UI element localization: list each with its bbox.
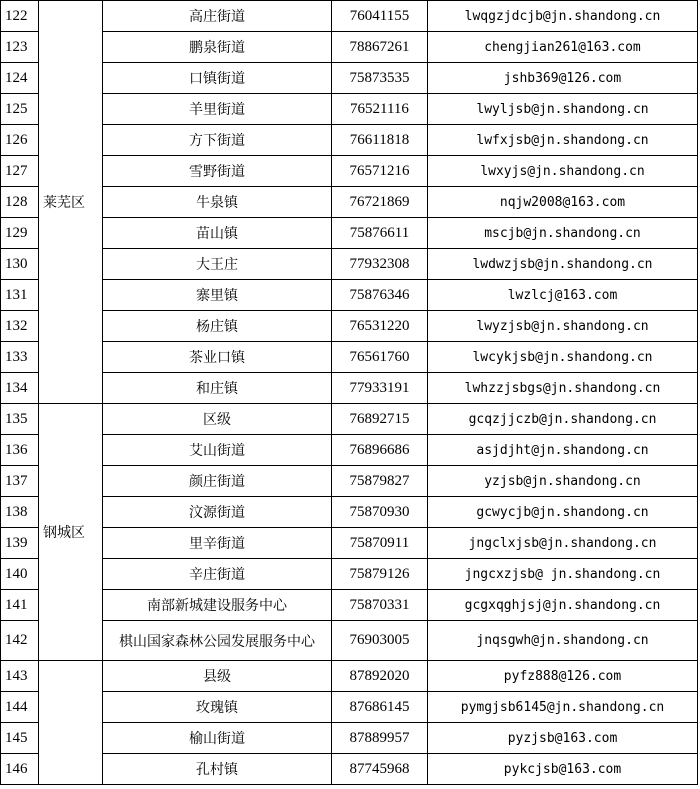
table-row: [1, 528, 698, 559]
table-row: [1, 249, 698, 280]
unit-name: 口镇街道: [103, 63, 332, 94]
table-row: [1, 311, 698, 342]
row-number: 123: [1, 32, 39, 63]
row-number: 128: [1, 187, 39, 218]
email-address: asjdjht@jn.shandong.cn: [428, 435, 698, 466]
phone-number: 87892020: [332, 661, 428, 692]
row-number: 138: [1, 497, 39, 528]
unit-name: 辛庄街道: [103, 559, 332, 590]
email-address: lwzlcj@163.com: [428, 280, 698, 311]
email-address: jngclxjsb@jn.shandong.cn: [428, 528, 698, 559]
unit-name: 牛泉镇: [103, 187, 332, 218]
row-number: 139: [1, 528, 39, 559]
table-row: [1, 156, 698, 187]
unit-name: 高庄街道: [103, 1, 332, 32]
phone-number: 76561760: [332, 342, 428, 373]
phone-number: 75876611: [332, 218, 428, 249]
unit-name: 颜庄街道: [103, 466, 332, 497]
district-third: [39, 661, 103, 785]
phone-number: 76531220: [332, 311, 428, 342]
email-address: lwqgzjdcjb@jn.shandong.cn: [428, 1, 698, 32]
phone-number: 76903005: [332, 621, 428, 661]
phone-number: 76571216: [332, 156, 428, 187]
phone-number: 75876346: [332, 280, 428, 311]
phone-number: 77932308: [332, 249, 428, 280]
phone-number: 76611818: [332, 125, 428, 156]
row-number: 144: [1, 692, 39, 723]
row-number: 127: [1, 156, 39, 187]
email-address: gcwycjb@jn.shandong.cn: [428, 497, 698, 528]
row-number: 131: [1, 280, 39, 311]
table-row: [1, 32, 698, 63]
unit-name: 区级: [103, 404, 332, 435]
unit-name: 鹏泉街道: [103, 32, 332, 63]
row-number: 135: [1, 404, 39, 435]
table-row: [1, 661, 698, 692]
unit-name: 羊里街道: [103, 94, 332, 125]
email-address: lwxyjs@jn.shandong.cn: [428, 156, 698, 187]
phone-number: 75870331: [332, 590, 428, 621]
table-row: [1, 692, 698, 723]
phone-number: 78867261: [332, 32, 428, 63]
phone-number: 87889957: [332, 723, 428, 754]
email-address: lwcykjsb@jn.shandong.cn: [428, 342, 698, 373]
table-row: [1, 497, 698, 528]
phone-number: 75873535: [332, 63, 428, 94]
table-row: [1, 435, 698, 466]
email-address: nqjw2008@163.com: [428, 187, 698, 218]
unit-name: 榆山街道: [103, 723, 332, 754]
row-number: 134: [1, 373, 39, 404]
row-number: 130: [1, 249, 39, 280]
phone-number: 76896686: [332, 435, 428, 466]
row-number: 124: [1, 63, 39, 94]
unit-name: 寨里镇: [103, 280, 332, 311]
row-number: 126: [1, 125, 39, 156]
email-address: lwyljsb@jn.shandong.cn: [428, 94, 698, 125]
phone-number: 87745968: [332, 754, 428, 785]
unit-name: 南部新城建设服务中心: [103, 590, 332, 621]
phone-number: 75870911: [332, 528, 428, 559]
unit-name: 艾山街道: [103, 435, 332, 466]
email-address: gcgxqghjsj@jn.shandong.cn: [428, 590, 698, 621]
row-number: 132: [1, 311, 39, 342]
unit-name: 方下街道: [103, 125, 332, 156]
district-laiwu: 莱芜区: [39, 1, 103, 404]
table-row: [1, 94, 698, 125]
phone-number: 76721869: [332, 187, 428, 218]
row-number: 146: [1, 754, 39, 785]
unit-name: 汶源街道: [103, 497, 332, 528]
email-address: mscjb@jn.shandong.cn: [428, 218, 698, 249]
row-number: 143: [1, 661, 39, 692]
district-gangcheng: 钢城区: [39, 404, 103, 661]
email-address: gcqzjjczb@jn.shandong.cn: [428, 404, 698, 435]
table-row: [1, 1, 698, 32]
table-row: [1, 590, 698, 621]
email-address: lwdwzjsb@jn.shandong.cn: [428, 249, 698, 280]
email-address: jngcxzjsb@ jn.shandong.cn: [428, 559, 698, 590]
unit-name: 茶业口镇: [103, 342, 332, 373]
row-number: 136: [1, 435, 39, 466]
table-row: [1, 218, 698, 249]
phone-number: 76521116: [332, 94, 428, 125]
unit-name: 大王庄: [103, 249, 332, 280]
unit-name: 苗山镇: [103, 218, 332, 249]
unit-name: 里辛街道: [103, 528, 332, 559]
table-row: [1, 342, 698, 373]
table-row: [1, 404, 698, 435]
table-row: [1, 723, 698, 754]
row-number: 145: [1, 723, 39, 754]
row-number: 142: [1, 621, 39, 661]
unit-name: 棋山国家森林公园发展服务中心: [103, 621, 332, 661]
email-address: yzjsb@jn.shandong.cn: [428, 466, 698, 497]
phone-number: 75879827: [332, 466, 428, 497]
phone-number: 87686145: [332, 692, 428, 723]
unit-name: 和庄镇: [103, 373, 332, 404]
row-number: 133: [1, 342, 39, 373]
phone-number: 75870930: [332, 497, 428, 528]
email-address: lwhzzjsbgs@jn.shandong.cn: [428, 373, 698, 404]
email-address: pykcjsb@163.com: [428, 754, 698, 785]
row-number: 141: [1, 590, 39, 621]
email-address: jshb369@126.com: [428, 63, 698, 94]
phone-number: 75879126: [332, 559, 428, 590]
unit-name: 杨庄镇: [103, 311, 332, 342]
phone-number: 76041155: [332, 1, 428, 32]
email-address: lwfxjsb@jn.shandong.cn: [428, 125, 698, 156]
email-address: pymgjsb6145@jn.shandong.cn: [428, 692, 698, 723]
email-address: pyfz888@126.com: [428, 661, 698, 692]
table-row: [1, 373, 698, 404]
row-number: 140: [1, 559, 39, 590]
table-row: [1, 559, 698, 590]
table-row: [1, 280, 698, 311]
row-number: 125: [1, 94, 39, 125]
phone-number: 76892715: [332, 404, 428, 435]
email-address: lwyzjsb@jn.shandong.cn: [428, 311, 698, 342]
row-number: 137: [1, 466, 39, 497]
unit-name: 孔村镇: [103, 754, 332, 785]
unit-name: 雪野街道: [103, 156, 332, 187]
table-row: [1, 754, 698, 785]
table-row: [1, 466, 698, 497]
table-row: [1, 187, 698, 218]
table-row: [1, 63, 698, 94]
row-number: 129: [1, 218, 39, 249]
table-row: [1, 125, 698, 156]
unit-name: 玫瑰镇: [103, 692, 332, 723]
email-address: chengjian261@163.com: [428, 32, 698, 63]
phone-number: 77933191: [332, 373, 428, 404]
table-row: [1, 621, 698, 661]
email-address: pyzjsb@163.com: [428, 723, 698, 754]
unit-name: 县级: [103, 661, 332, 692]
row-number: 122: [1, 1, 39, 32]
email-address: jnqsgwh@jn.shandong.cn: [428, 621, 698, 661]
